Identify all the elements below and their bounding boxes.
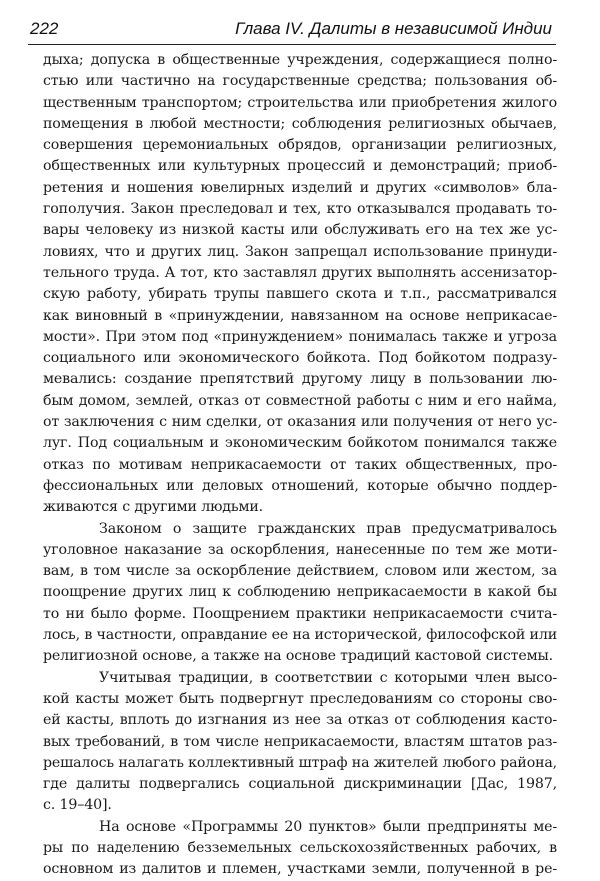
text-line: основном из далитов и племен, участками земли, полученной в ре-	[43, 861, 557, 878]
text-line: вам, в том числе за оскорбление действием, словом или жестом, за	[43, 563, 557, 580]
text-line: как виновный в «принуждении, навязанном на основе неприкасае-	[43, 307, 557, 324]
text-line: где далиты подвергались социальной дискриминации [Дас, 1987,	[43, 776, 557, 793]
text-line: стью или частично на государственные средства; пользования об-	[43, 73, 557, 90]
text-line: дыха; допуска в общественные учреждения, содержащиеся полно-	[43, 52, 557, 68]
text-line: лось, в частности, оправдание ее на исторической, философской или	[43, 627, 557, 644]
text-line: религиозной основе, а также на основе традиций кастовой системы.	[43, 648, 553, 665]
text-line: кой касты может быть подвергнут преследованиям со стороны сво-	[43, 690, 557, 707]
text-line: то ни было форме. Поощрением практики неприкасаемости счита-	[43, 605, 557, 622]
text-line: поощрение других лиц к соблюдению неприкасаемости в какой бы	[43, 584, 557, 601]
text-line: ей касты, вплоть до изгнания из нее за отказ от соблюдения касто-	[43, 712, 557, 729]
text-line: гополучия. Закон преследовал и тех, кто отказывался продавать то-	[43, 201, 557, 218]
paragraph-first-line: На основе «Программы 20 пунктов» были предприняты ме-	[99, 818, 557, 835]
text-line: совершения церемониальных обрядов, организации религиозных,	[43, 137, 557, 154]
text-line: с. 19–40].	[43, 797, 112, 814]
text-line: бым домом, землей, отказ от совместной работы с ним и его найма,	[43, 392, 557, 409]
page-number: 222	[30, 19, 59, 38]
text-line: ры по наделению безземельных сельскохозяйственных рабочих, в	[43, 839, 557, 856]
header-rule	[28, 44, 556, 45]
running-head	[30, 18, 552, 40]
paragraph-first-line: Учитывая традиции, в соответствии с которыми член высо-	[99, 669, 557, 686]
text-line: фессиональных или деловых отношений, которые обычно поддер-	[43, 477, 557, 494]
text-line: вары человеку из низкой касты или обслуживать его на тех же ус-	[43, 222, 557, 239]
text-line: мевались: создание препятствий другому лицу в пользовании лю-	[43, 371, 557, 388]
text-line: общественных или культурных процессий и демонстраций; приоб-	[43, 158, 557, 175]
chapter-title: Глава IV. Далиты в независимой Индии	[235, 19, 552, 38]
text-line: тельного труда. А тот, кто заставлял других выполнять ассенизатор-	[43, 264, 557, 281]
text-line: социального или экономического бойкота. Под бойкотом подразу-	[43, 350, 557, 367]
text-line: живаются с другими людьми.	[43, 499, 263, 516]
text-line: ловиях, что и других лиц. Закон запрещал использование принуди-	[43, 243, 557, 260]
text-line: уголовное наказание за оскорбления, нанесенные по тем же моти-	[43, 541, 557, 558]
text-line: скую работу, убирать трупы павшего скота и т.п., рассматривался	[43, 286, 557, 303]
text-line: от заключения с ним сделки, от оказания или получения от него ус-	[43, 414, 557, 431]
text-line: вых требований, в том числе неприкасаемости, властям штатов раз-	[43, 733, 557, 750]
body-text	[43, 50, 557, 881]
text-line: луг. Под социальным и экономическим бойкотом понимался также	[43, 435, 557, 452]
paragraph-first-line: Законом о защите гражданских прав предусматривалось	[99, 520, 557, 537]
text-line: ретения и ношения ювелирных изделий и других «символов» бла-	[43, 179, 557, 196]
text-line: решалось налагать коллективный штраф на жителей любого района,	[43, 754, 557, 771]
text-line: щественным транспортом; строительства или приобретения жилого	[43, 94, 557, 111]
text-line: отказ по мотивам неприкасаемости от таких общественных, про-	[43, 456, 557, 473]
text-line: мости». При этом под «принуждением» понималась также и угроза	[43, 328, 557, 345]
text-line: помещения в любой местности; соблюдения религиозных обычаев,	[43, 115, 557, 132]
